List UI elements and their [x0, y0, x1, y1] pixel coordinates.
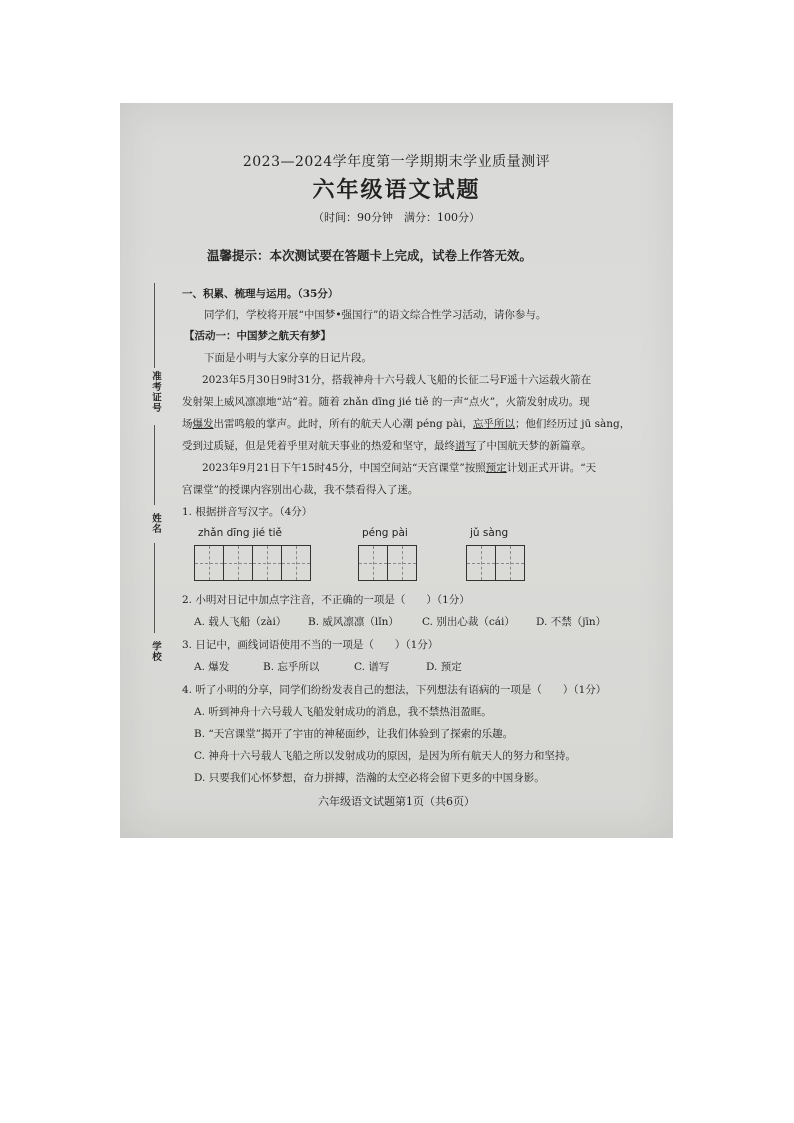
diary-intro: 下面是小明与大家分享的日记片段。 [204, 352, 372, 364]
answer-cell[interactable] [466, 545, 496, 581]
question-2-stem: 2. 小明对日记中加点字注音，不正确的一项是（ ）（1分） [182, 594, 470, 606]
option: D. 预定 [426, 661, 462, 673]
option: A. 听到神舟十六号载人飞船发射成功的消息，我不禁热泪盈眶。 [194, 706, 492, 718]
diary-line: 发射架上威风凛凛地“站”着。随着 zhǎn dīng jié tiě 的一声“点火”，火箭发射成功。现 [182, 396, 590, 408]
paper-title: 六年级语文试题 [312, 177, 481, 203]
option: D. 只要我们心怀梦想，奋力拼搏，浩瀚的太空必将会留下更多的中国身影。 [194, 772, 545, 784]
underlined-word: 预定 [485, 462, 507, 474]
activity-title: 【活动一：中国梦之航天有梦】 [184, 330, 331, 342]
binding-line [154, 283, 155, 368]
binding-line [154, 543, 155, 633]
diary-line: 场爆发出雷鸣般的掌声。此时，所有的航天人心潮 péng pài，忘乎所以；他们经历过 jū sàng， [182, 418, 631, 430]
option: B. “天宫课堂”揭开了宇宙的神秘面纱，让我们体验到了探索的乐趣。 [194, 728, 514, 740]
reminder: 温馨提示：本次测试要在答题卡上完成，试卷上作答无效。 [207, 248, 533, 263]
answer-grid[interactable] [466, 545, 524, 581]
pinyin-label: péng pài [362, 527, 408, 539]
underlined-word: 忘乎所以 [472, 418, 515, 430]
exam-paper-photo [120, 103, 673, 838]
answer-cell[interactable] [223, 545, 253, 581]
page-footer: 六年级语文试题第1页（共6页） [318, 795, 475, 808]
answer-cell[interactable] [358, 545, 388, 581]
answer-cell[interactable] [194, 545, 224, 581]
underlined-word: 谱写 [455, 440, 476, 452]
binding-line [154, 425, 155, 505]
option: B. 忘乎所以 [263, 661, 320, 673]
question-3-stem: 3. 日记中，画线词语使用不当的一项是（ ）（1分） [182, 639, 439, 651]
question-4-stem: 4. 听了小明的分享，同学们纷纷发表自己的想法，下列想法有语病的一项是（ ）（1分） [182, 684, 607, 696]
answer-cell[interactable] [495, 545, 525, 581]
diary-line: 2023年9月21日下午15时45分，中国空间站“天宫课堂”按照预定计划正式开讲。“天 [202, 462, 597, 474]
question-1-stem: 1. 根据拼音写汉字。（4分） [182, 506, 313, 518]
option: C. 谱写 [354, 661, 390, 673]
exam-title: 2023—2024学年度第一学期期末学业质量测评 [242, 154, 551, 170]
option: A. 载人飞船（zài） [194, 616, 287, 628]
name-label: 姓名 [150, 513, 161, 534]
pinyin-label: jǔ sàng [470, 527, 509, 539]
answer-cell[interactable] [387, 545, 417, 581]
underlined-word: 爆发 [192, 418, 214, 430]
school-label: 学校 [150, 641, 161, 662]
answer-cell[interactable] [281, 545, 311, 581]
time-info: （时间：90分钟 满分：100分） [313, 211, 480, 224]
section-intro: 同学们，学校将开展“中国梦•强国行”的语文综合性学习活动，请你参与。 [204, 309, 547, 321]
diary-line: 2023年5月30日9时31分，搭载神舟十六号载人飞船的长征二号F遥十六运载火箭在 [202, 374, 592, 386]
section-title: 一、积累、梳理与运用。（35分） [182, 288, 339, 300]
option: C. 神舟十六号载人飞船之所以发射成功的原因，是因为所有航天人的努力和坚持。 [194, 750, 576, 762]
pinyin-label: zhǎn dīng jié tiě [198, 527, 282, 539]
answer-grid[interactable] [194, 545, 310, 581]
option: C. 别出心裁（cái） [422, 616, 515, 628]
diary-line: 受到过质疑，但是凭着乎里对航天事业的热爱和坚守，最终谱写了中国航天梦的新篇章。 [182, 440, 592, 452]
option: A. 爆发 [194, 661, 230, 673]
option: B. 威风凛凛（lǐn） [308, 616, 399, 628]
option: D. 不禁（jīn） [536, 616, 607, 628]
answer-grid[interactable] [358, 545, 416, 581]
diary-line: 宫课堂”的授课内容别出心裁，我不禁看得入了迷。 [182, 484, 419, 496]
answer-cell[interactable] [252, 545, 282, 581]
exam-no-label: 准考证号 [150, 371, 161, 413]
